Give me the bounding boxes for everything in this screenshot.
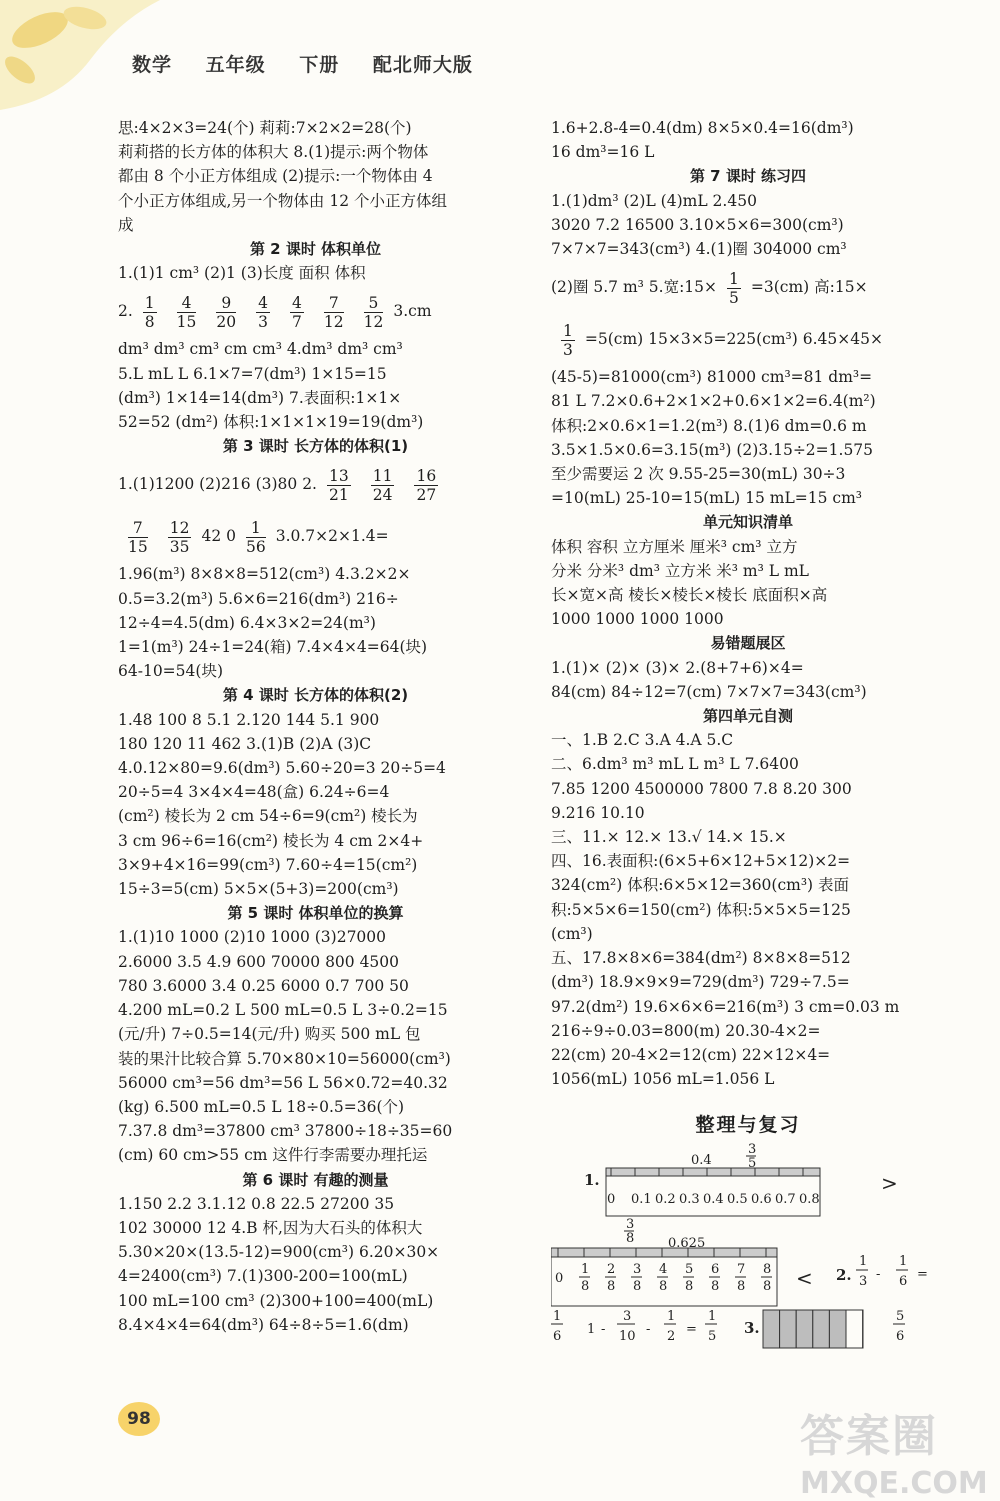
answer-line: 3×9+4×16=99(cm³) 7.60÷4=15(cm²) [118,855,418,874]
answer-text: =5(cm) 15×3×5=225(cm³) 6.45×45× [584,330,883,349]
answer-line: 81 L 7.2×0.6+2×1×2+0.6×1×2=6.4(m²) [551,392,876,411]
answer-line: 体积 容积 立方厘米 厘米³ cm³ 立方 [551,537,798,556]
fraction: $\frac{7}{15}$ [128,518,148,556]
fraction: $\frac{11}{24}$ [372,466,393,504]
eighths-den: 8 [633,1279,642,1294]
answer-line: 4=2400(cm³) 7.(1)300-200=100(mL) [118,1267,408,1286]
strip-mark: 0.4 [691,1153,712,1168]
answer-line: (元/升) 7÷0.5=14(元/升) 购买 500 mL 包 [118,1025,421,1044]
fraction-grid-cell [763,1310,780,1348]
answer-line-fractions [551,261,945,313]
fraction: $\frac{4}{3}$ [258,293,269,331]
answer-line: (dm³) 1×14=14(dm³) 7.表面积:1×1× [118,388,402,407]
header-grade: 五年级 [205,54,266,76]
fraction-num: 1 [553,1309,562,1324]
answer-line: 56000 cm³=56 dm³=56 L 56×0.72=40.32 [118,1073,448,1092]
answer-line: 1.150 2.2 3.1.12 0.8 22.5 27200 35 [118,1194,395,1213]
lesson-heading: 第 3 课时 长方体的体积(1) [222,437,409,456]
fraction: $\frac{5}{12}$ [363,293,384,331]
fraction-num: 1 [667,1309,676,1324]
lesson-heading: 第 2 课时 体积单位 [249,240,382,259]
strip-label: 0.3 [679,1192,700,1207]
fraction-den: 10 [619,1329,636,1344]
answer-text: 3.0.7×2×1.4= [275,527,389,546]
fraction-grid-cell [796,1310,813,1348]
eighths-num: 7 [737,1262,746,1277]
eighths-den: 8 [581,1279,590,1294]
answer-line: 2.6000 3.5 4.9 600 70000 800 4500 [118,952,400,971]
header-volume: 下册 [299,54,340,76]
answer-text: (2)圈 5.7 m³ 5.宽:15× [551,278,718,297]
answer-line-fractions [118,458,513,510]
answer-line-fractions [118,510,513,562]
strip-label: 0.7 [775,1192,796,1207]
answer-line: 1.(1)10 1000 (2)10 1000 (3)27000 [118,928,387,947]
eighths-den: 8 [659,1279,668,1294]
answer-line: 3 cm 96÷6=16(cm²) 棱长为 4 cm 2×4+ [118,831,424,850]
fraction-num: 1 [708,1309,717,1324]
answer-text: 3.cm [393,302,432,321]
strip-label: 0.2 [655,1192,676,1207]
answer-column-left [118,116,513,1337]
answer-text: 1.(1)1200 (2)216 (3)80 2. [118,475,317,494]
eighths-num: 5 [685,1262,694,1277]
answer-line: 97.2(dm²) 19.6×6×6=216(m³) 3 cm=0.03 m [551,997,900,1016]
review-section-title: 整理与复习 [695,1114,801,1136]
fraction-num: 1 [859,1254,868,1269]
compare-sign: > [881,1171,898,1195]
fraction-den: 5 [708,1329,717,1344]
decimal-strip-shade [606,1168,820,1176]
answer-line: 324(cm²) 体积:6×5×12=360(cm³) 表面 [551,876,850,895]
answer-line: 4.0.12×80=9.6(dm³) 5.60÷20=3 20÷5=4 [118,759,446,778]
operator: = [917,1267,928,1282]
fraction-den: 6 [896,1329,905,1344]
header-subject: 数学 [132,54,173,76]
answer-line: 9.216 10.10 [551,803,645,822]
answer-line: 216÷9÷0.03=800(m) 20.30-4×2= [551,1021,821,1040]
fraction-grid-cell [846,1310,863,1348]
number-line-figures [551,1140,945,1370]
answer-line: 分米 分米³ dm³ 立方米 米³ m³ L mL [551,561,809,580]
eighths-num: 1 [581,1262,590,1277]
answer-line: 成 [118,215,134,234]
fraction: $\frac{1}{8}$ [144,293,155,331]
lesson-heading: 单元知识清单 [702,513,793,532]
answer-line: 1056(mL) 1056 mL=1.056 L [551,1070,775,1089]
eighths-den: 8 [711,1279,720,1294]
fraction-num: 5 [896,1309,905,1324]
answer-line: 3.5×1.5×0.6=3.15(m³) (2)3.15÷2=1.575 [551,440,874,459]
answer-line: 7.37.8 dm³=37800 cm³ 37800÷18÷35=60 [118,1122,453,1141]
answer-line: 7.85 1200 4500000 7800 7.8 8.20 300 [551,779,852,798]
answer-line: 1.(1)1 cm³ (2)1 (3)长度 面积 体积 [118,264,366,283]
answer-line: 1.(1)× (2)× (3)× 2.(8+7+6)×4= [551,658,804,677]
answer-line: 莉莉搭的长方体的体积大 8.(1)提示:两个物体 [118,143,429,162]
fraction: $\frac{16}{27}$ [416,466,437,504]
answer-line: 20÷5=4 3×4×4=48(盒) 6.24÷6=4 [118,783,390,802]
answer-line: 3020 7.2 16500 3.10×5×6=300(cm³) [551,215,844,234]
answer-line: 装的果汁比较合算 5.70×80×10=56000(cm³) [118,1049,451,1068]
eighths-num: 2 [607,1262,616,1277]
operator: = [686,1322,697,1337]
strip-mark-num: 3 [748,1142,757,1157]
answer-line: 都由 8 个小正方体组成 (2)提示:一个物体由 4 [118,167,433,186]
answer-text: 2. [118,302,133,321]
fraction-den: 2 [667,1329,676,1344]
fraction: $\frac{12}{35}$ [169,518,190,556]
fraction-num: 1 [899,1254,908,1269]
answer-line: 1.96(m³) 8×8×8=512(cm³) 4.3.2×2× [118,565,411,584]
fraction: $\frac{7}{12}$ [323,293,344,331]
answer-line: 0.5=3.2(m³) 5.6×6=216(dm³) 216÷ [118,589,399,608]
eighths-num: 6 [711,1262,720,1277]
answer-line: =10(mL) 25-10=15(mL) 15 mL=15 cm³ [551,489,862,508]
answer-text: 42 0 [201,527,236,546]
answer-line: 四、16.表面积:(6×5+6×12+5×12)×2= [551,852,851,871]
eighths-den: 8 [685,1279,694,1294]
eighths-mark-num: 3 [626,1217,635,1232]
fraction-num: 3 [623,1309,632,1324]
answer-line: 7×7×7=343(cm³) 4.(1)圈 304000 cm³ [551,240,847,259]
question-number: 2. [836,1266,852,1284]
lesson-heading: 第 5 课时 体积单位的换算 [227,904,404,923]
answer-line: (cm³) [551,924,593,943]
answer-line: 1=1(m³) 24÷1=24(箱) 7.4×4×4=64(块) [118,638,428,657]
eighths-label: 0 [555,1271,564,1286]
lesson-heading: 第 4 课时 长方体的体积(2) [222,686,409,705]
eighths-strip-shade [551,1248,777,1257]
answer-line-fractions [118,285,513,337]
answer-line: (dm³) 18.9×9×9=729(dm³) 729÷7.5= [551,973,850,992]
fraction: $\frac{13}{21}$ [328,466,349,504]
eighths-den: 8 [763,1279,772,1294]
fraction: $\frac{1}{5}$ [729,269,739,307]
header-edition: 配北师大版 [372,54,473,76]
answer-line: 长×宽×高 棱长×棱长×棱长 底面积×高 [551,586,828,605]
fraction-grid-cell [829,1310,846,1348]
question-number: 1. [584,1171,600,1189]
watermark-text: 答案圈 [800,1411,938,1462]
fraction-grid-cell [780,1310,797,1348]
eighths-num: 8 [763,1262,772,1277]
answer-line: 180 120 11 462 3.(1)B (2)A (3)C [118,734,372,753]
answer-line: 二、6.dm³ m³ mL L m³ L 7.6400 [551,755,799,774]
strip-label: 0.4 [703,1192,724,1207]
answer-line: 个小正方体组成,另一个物体由 12 个小正方体组 [118,191,448,210]
answer-line: 积:5×5×6=150(cm²) 体积:5×5×5=125 [551,900,851,919]
strip-label: 0 [607,1192,616,1207]
watermark-url: MXQE.COM [800,1466,988,1501]
fraction-den: 6 [899,1274,908,1289]
answer-line: 思:4×2×3=24(个) 莉莉:7×2×2=28(个) [118,119,412,137]
strip-label: 0.6 [751,1192,772,1207]
answer-line: 64-10=54(块) [118,662,223,681]
watermark [800,1400,988,1501]
page-number: 98 [118,1402,160,1436]
fraction: $\frac{1}{3}$ [563,321,573,359]
answer-column-right [551,116,945,1091]
answer-line: 1.48 100 8 5.1 2.120 144 5.1 900 [118,710,380,729]
answer-line: 780 3.6000 3.4 0.25 6000 0.7 700 50 [118,976,409,995]
answer-line: 三、11.× 12.× 13.√ 14.× 15.× [551,828,787,847]
answer-text: =3(cm) 高:15× [750,278,868,297]
answer-line: 52=52 (dm²) 体积:1×1×1×19=19(dm³) [118,413,424,432]
answer-line: 五、17.8×8×6=384(dm²) 8×8×8=512 [551,949,851,968]
eighths-mark: 0.625 [668,1236,706,1251]
fraction: $\frac{4}{15}$ [176,293,197,331]
strip-label: 0.8 [799,1192,820,1207]
answer-line-fractions [551,313,945,365]
question-number: 3. [744,1319,760,1337]
page-header [132,50,499,77]
compare-sign: < [796,1266,813,1290]
fraction-den: 6 [553,1329,562,1344]
answer-line: (45-5)=81000(cm³) 81000 cm³=81 dm³= [551,368,873,387]
fraction-den: 3 [859,1274,868,1289]
operator: - [601,1322,606,1337]
answer-line: 1.(1)dm³ (2)L (4)mL 2.450 [551,191,757,210]
answer-line: 15÷3=5(cm) 5×5×(5+3)=200(cm³) [118,880,399,899]
strip-label: 0.1 [631,1192,652,1207]
answer-line: 8.4×4×4=64(dm³) 64÷8÷5=1.6(dm) [118,1315,409,1334]
lesson-heading: 第 6 课时 有趣的测量 [242,1170,389,1189]
answer-line: 5.L mL L 6.1×7=7(dm³) 1×15=15 [118,364,387,383]
answer-line: 100 mL=100 cm³ (2)300+100=400(mL) [118,1291,434,1310]
answer-line: 84(cm) 84÷12=7(cm) 7×7×7=343(cm³) [551,682,867,701]
eighths-den: 8 [737,1279,746,1294]
answer-line: (cm²) 棱长为 2 cm 54÷6=9(cm²) 棱长为 [118,807,418,826]
operator: - [646,1322,651,1337]
answer-line: 1.6+2.8-4=0.4(dm) 8×5×0.4=16(dm³) [551,119,854,137]
answer-line: 体积:2×0.6×1=1.2(m³) 8.(1)6 dm=0.6 m [551,416,867,435]
lesson-heading: 易错题展区 [710,634,786,653]
answer-line: 5.30×20×(13.5-12)=900(cm³) 6.20×30× [118,1243,440,1262]
fraction-grid-cell [813,1310,830,1348]
fraction: $\frac{9}{20}$ [216,293,237,331]
answer-line: 102 30000 12 4.B 杯,因为大石头的体积大 [118,1218,423,1237]
eighths-num: 3 [633,1262,642,1277]
eighths-mark-den: 8 [626,1231,635,1246]
answer-line: 一、1.B 2.C 3.A 4.A 5.C [551,731,734,750]
answer-line: 1000 1000 1000 1000 [551,610,724,629]
answer-line: 12÷4=4.5(dm) 6.4×3×2=24(m³) [118,613,376,632]
eighths-den: 8 [607,1279,616,1294]
answer-line: 至少需要运 2 次 9.55-25=30(mL) 30÷3 [551,465,846,484]
fraction: $\frac{4}{7}$ [292,293,302,331]
fraction: $\frac{1}{56}$ [245,518,266,556]
operand: 1 [587,1322,596,1337]
strip-label: 0.5 [727,1192,748,1207]
strip-mark-den: 5 [748,1156,757,1171]
answer-line: 16 dm³=16 L [551,143,655,162]
answer-line: (cm) 60 cm>55 cm 这件行李需要办理托运 [118,1146,428,1165]
lesson-heading: 第 7 课时 练习四 [689,167,807,186]
lesson-heading: 第四单元自测 [702,707,793,726]
answer-line: 4.200 mL=0.2 L 500 mL=0.5 L 3÷0.2=15 [118,1001,448,1020]
answer-line: dm³ dm³ cm³ cm cm³ 4.dm³ dm³ cm³ [118,340,403,359]
answer-line: 22(cm) 20-4×2=12(cm) 22×12×4= [551,1045,831,1064]
answer-line: (kg) 6.500 mL=0.5 L 18÷0.5=36(个) [118,1097,405,1116]
operator: - [876,1267,881,1282]
eighths-num: 4 [659,1262,668,1277]
